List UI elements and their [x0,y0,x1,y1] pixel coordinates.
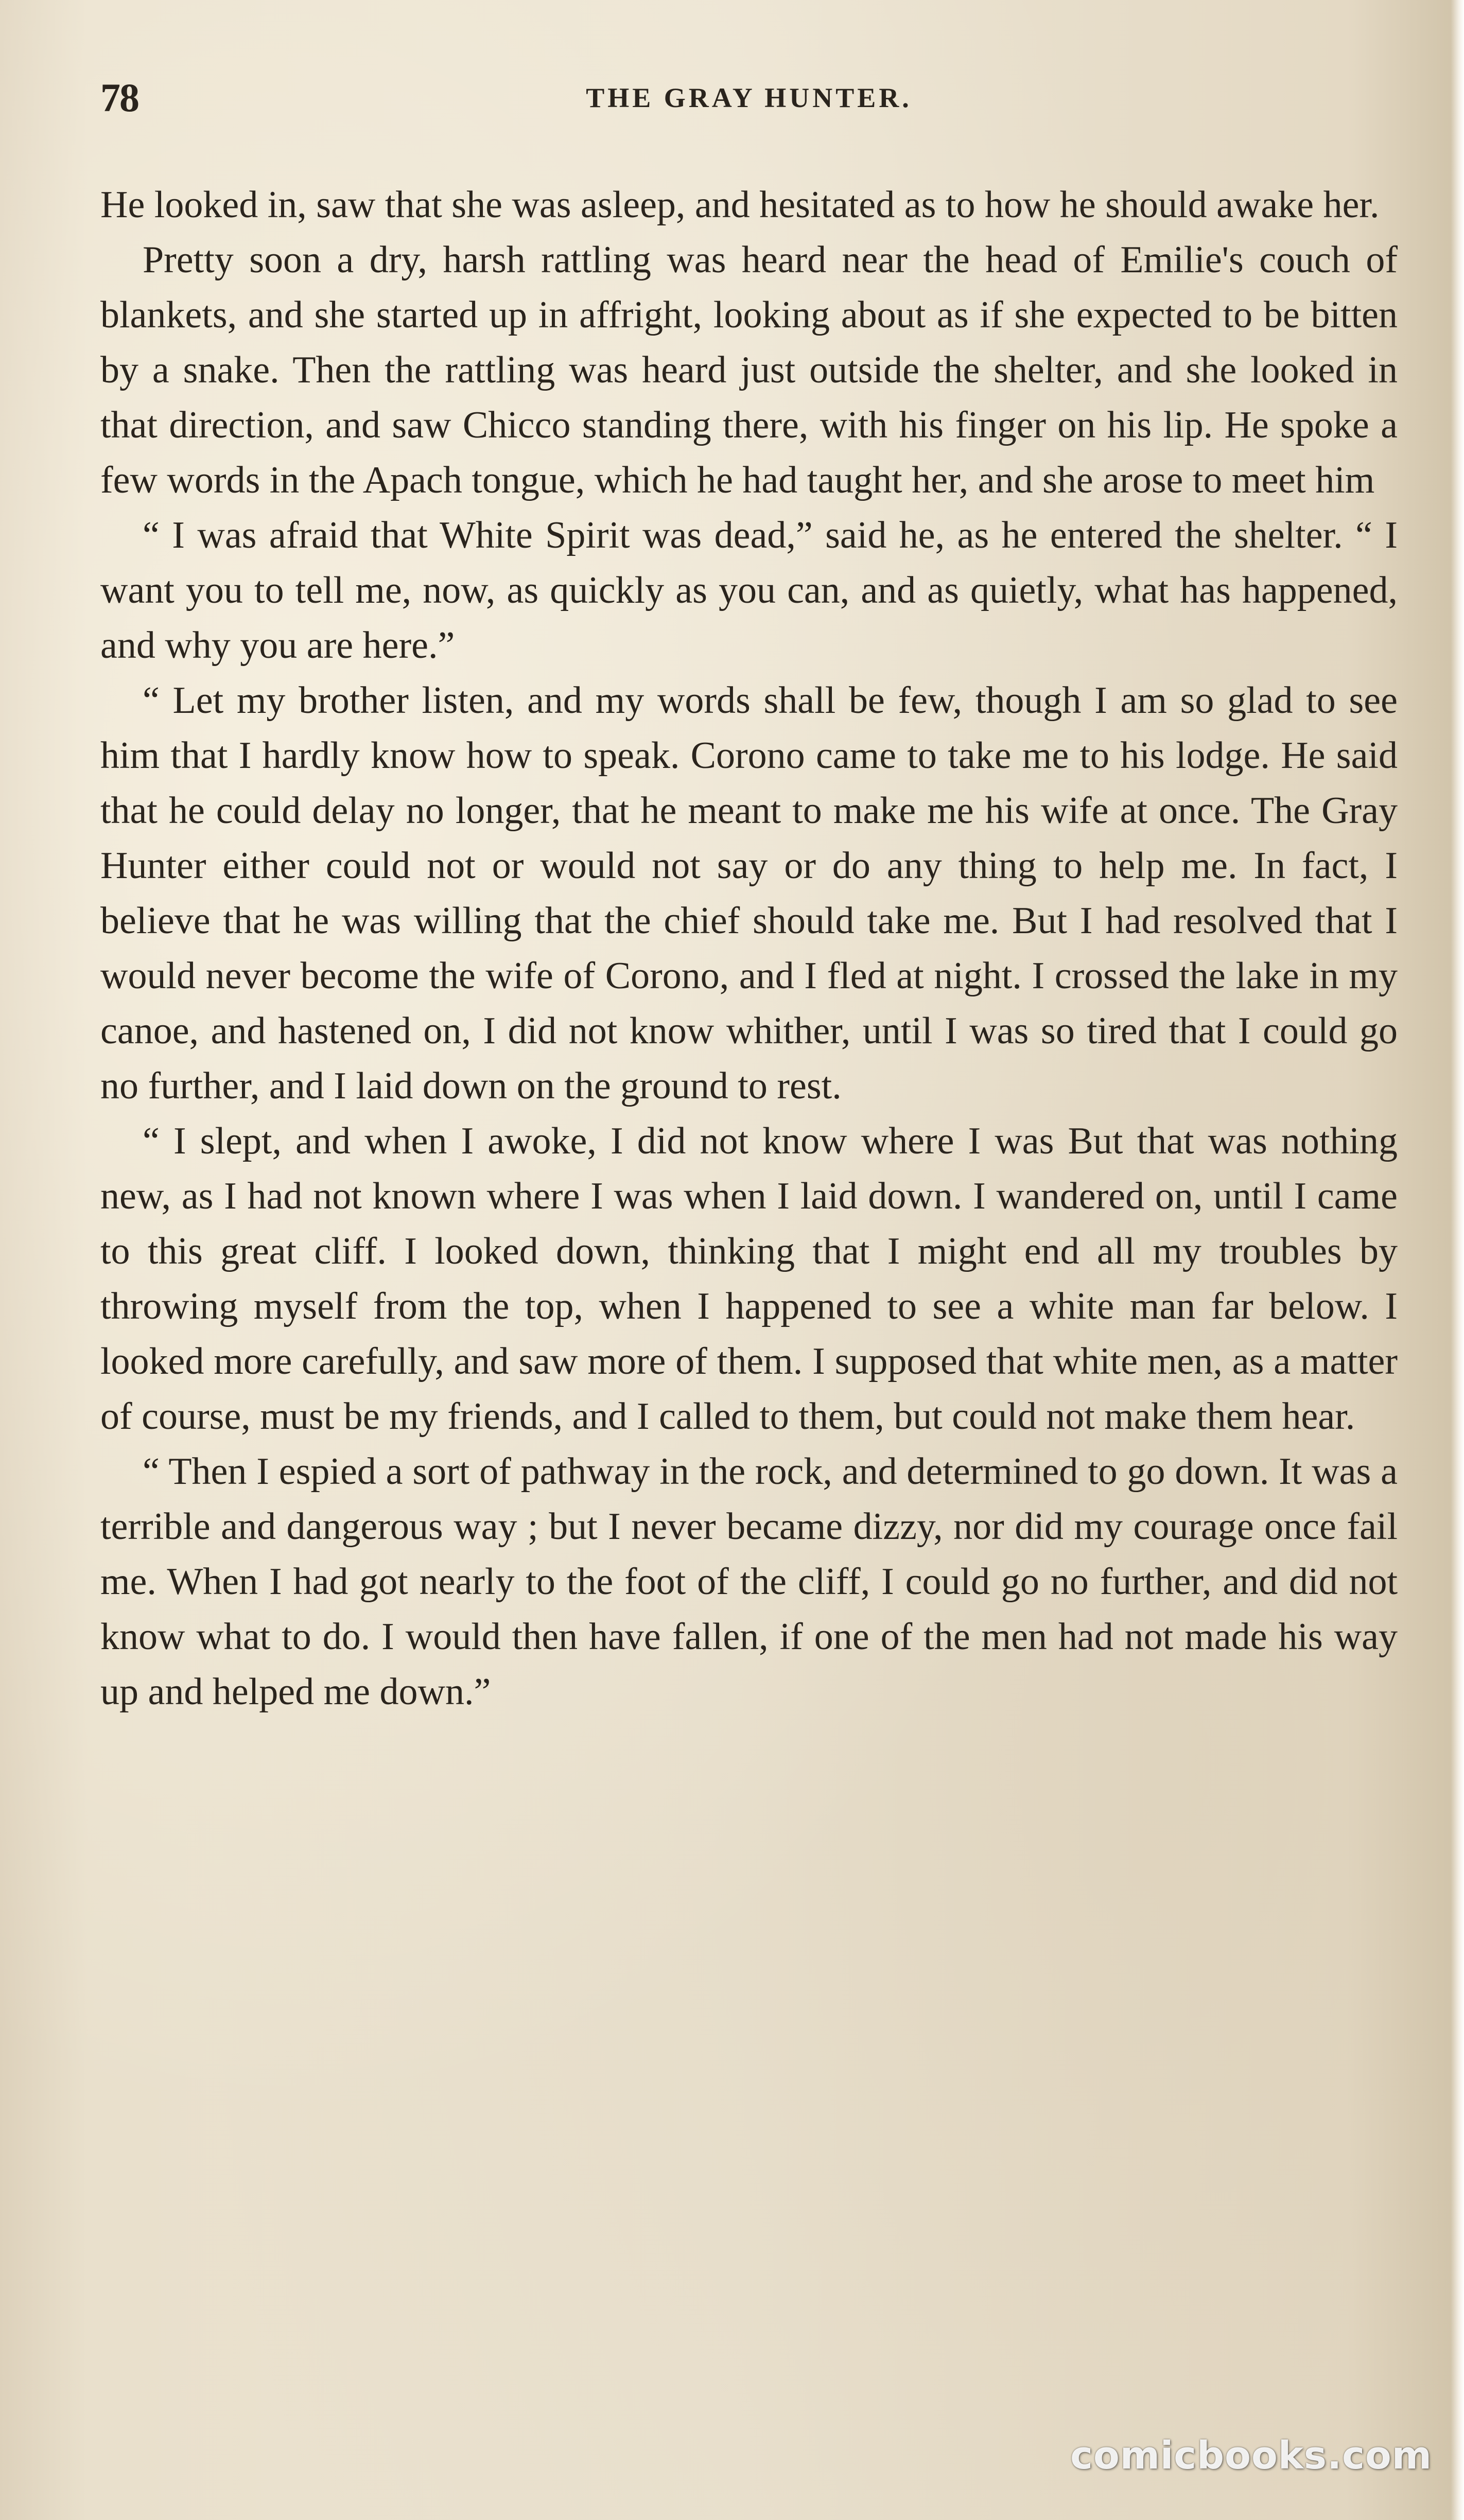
page-header [100,69,1398,126]
paragraph-4: “ Let my brother listen, and my words shall be few, though I am so glad to see him that I hardly know how to speak. Corono came to take me to his lodge. He said that he could delay no longer, that he meant to make me his wife at once. The Gray Hunter either could not or would not say or do any thing to help me. In fact, I believe that he was willing that the chief should take me. But I had resolved that I would never become the wife of Corono, and I fled at night. I crossed the lake in my canoe, and hastened on, I did not know whither, until I was so tired that I could go no further, and I laid down on the ground to rest. [100,679,1398,1107]
paragraph-5: “ I slept, and when I awoke, I did not know where I was But that was nothing new, as I had not known where I was when I laid down. I wandered on, until I came to this great cliff. I looked down, thinking that I might end all my troubles by throwing myself from the top, when I happened to see a white man far below. I looked more carefully, and saw more of them. I supposed that white men, as a matter of course, must be my friends, and I called to them, but could not make them hear. [100,1120,1398,1438]
body-text [100,178,1398,1720]
page-number: 78 [100,75,138,120]
paragraph-2: Pretty soon a dry, harsh rattling was heard near the head of Emilie's couch of blankets, and she started up in affright, looking about as if she expected to be bitten by a snake. Then the rattling was heard just outside the shelter, and she looked in that direction, and saw Chicco standing there, with his finger on his lip. He spoke a few words in the Apach tongue, which he had taught her, and she arose to meet him [100,239,1398,501]
page-edge [1451,0,1464,2520]
paragraph-6: “ Then I espied a sort of pathway in the rock, and determined to go down. It was a terrible and dangerous way ; but I never became dizzy, nor did my courage once fail me. When I had got nearly to the foot of the cliff, I could go no further, and did not know what to do. I would then have fallen, if one of the men had not made his way up and helped me down.” [100,1450,1398,1713]
paragraph-3: “ I was afraid that White Spirit was dead,” said he, as he entered the shelter. “ I want you to tell me, now, as quickly as you can, and as quietly, what has happened, and why you are here.” [100,514,1398,667]
source-watermark: comicbooks.com [1070,2434,1432,2478]
paragraph-1: He looked in, saw that she was asleep, and hesitated as to how he should awake her. [100,184,1380,226]
running-title: THE GRAY HUNTER. [586,82,912,113]
